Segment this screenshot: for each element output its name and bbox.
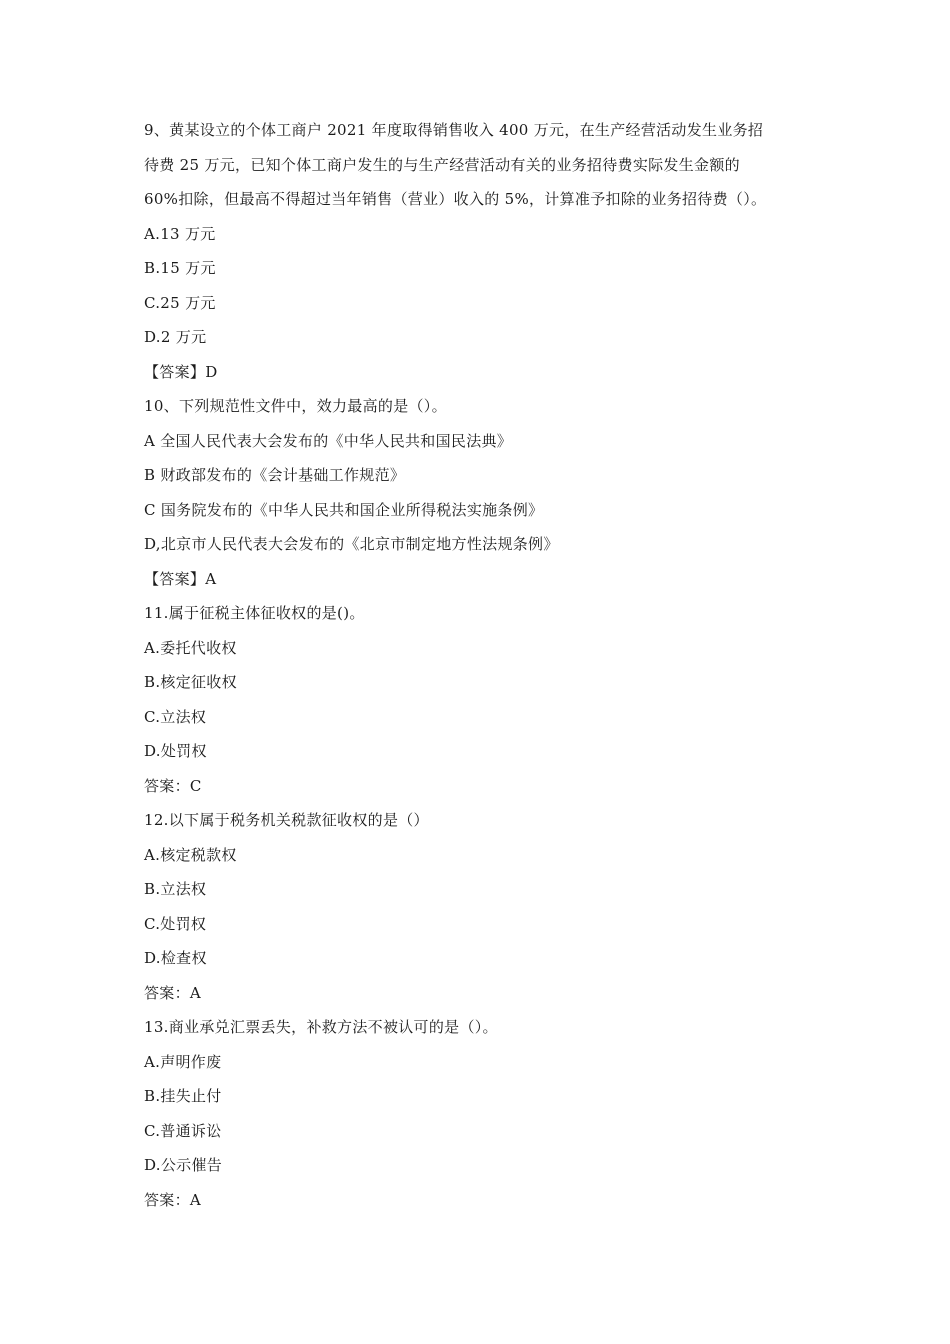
option-c: C.处罚权 xyxy=(144,914,207,933)
option-b: B.核定征收权 xyxy=(144,673,237,691)
option-c: C.普通诉讼 xyxy=(144,1121,222,1140)
option-b: B 财政部发布的《会计基础工作规范》 xyxy=(144,466,406,484)
option-c: C.25 万元 xyxy=(144,293,216,312)
option-b: B.挂失止付 xyxy=(144,1087,222,1105)
document-page xyxy=(144,113,814,1217)
question-stem-line: 待费 25 万元，已知个体工商户发生的与生产经营活动有关的业务招待费实际发生金额的 xyxy=(144,155,740,174)
option-a: A.委托代收权 xyxy=(144,638,237,657)
answer-line: 答案：C xyxy=(144,776,202,795)
option-a: A.声明作废 xyxy=(144,1052,222,1071)
question-stem-line: 12.以下属于税务机关税款征收权的是（） xyxy=(144,811,429,829)
question-stem-line: 11.属于征税主体征收权的是()。 xyxy=(144,604,365,622)
answer-line: 【答案】D xyxy=(144,362,218,381)
question-13 xyxy=(144,1010,814,1217)
question-12 xyxy=(144,803,814,1010)
question-stem-line: 60%扣除，但最高不得超过当年销售（营业）收入的 5%，计算准予扣除的业务招待费（）。 xyxy=(144,190,767,208)
answer-line: 答案：A xyxy=(144,1190,202,1209)
option-d: D,北京市人民代表大会发布的《北京市制定地方性法规条例》 xyxy=(144,535,559,553)
option-a: A.13 万元 xyxy=(144,224,216,243)
option-a: A.核定税款权 xyxy=(144,845,237,864)
option-d: D.公示催告 xyxy=(144,1156,223,1174)
question-9 xyxy=(144,113,814,389)
option-c: C 国务院发布的《中华人民共和国企业所得税法实施条例》 xyxy=(144,500,544,519)
answer-line: 答案：A xyxy=(144,983,202,1002)
answer-line: 【答案】A xyxy=(144,569,217,588)
question-stem-line: 13.商业承兑汇票丢失，补救方法不被认可的是（）。 xyxy=(144,1018,498,1036)
question-10 xyxy=(144,389,814,596)
option-d: D.2 万元 xyxy=(144,328,207,346)
question-stem-line: 9、黄某设立的个体工商户 2021 年度取得销售收入 400 万元，在生产经营活动发生业务招 xyxy=(144,121,764,139)
question-stem-line: 10、下列规范性文件中，效力最高的是（）。 xyxy=(144,397,447,415)
option-c: C.立法权 xyxy=(144,707,207,726)
question-11 xyxy=(144,596,814,803)
option-b: B.15 万元 xyxy=(144,259,216,277)
option-d: D.处罚权 xyxy=(144,742,207,760)
option-a: A 全国人民代表大会发布的《中华人民共和国民法典》 xyxy=(144,431,513,450)
option-b: B.立法权 xyxy=(144,880,207,898)
option-d: D.检查权 xyxy=(144,949,207,967)
